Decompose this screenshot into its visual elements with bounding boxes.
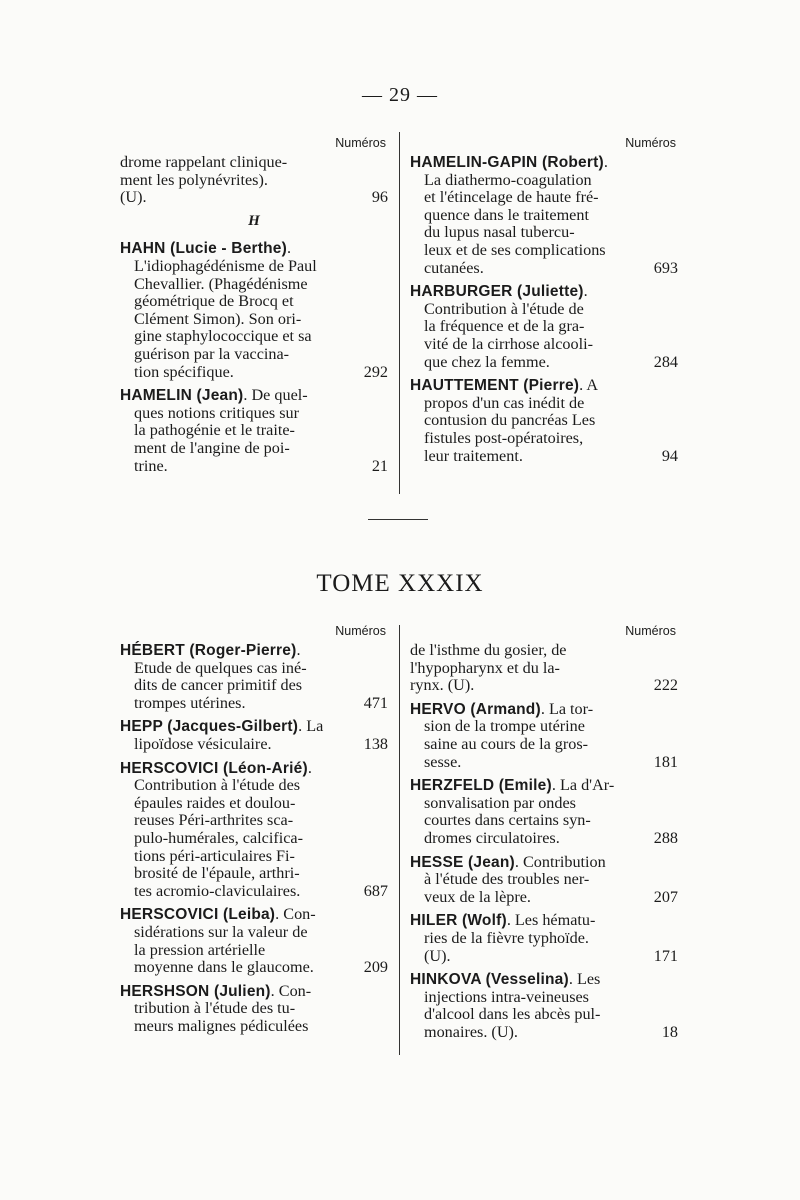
index-entry [120, 642, 388, 712]
index-entry [410, 701, 678, 771]
entry-line [410, 989, 678, 1007]
entry-line [410, 830, 678, 848]
entry-text: Clément Simon). Son ori- [134, 309, 302, 328]
entry-line [410, 948, 678, 966]
entry-line [410, 795, 678, 813]
entry-line [120, 660, 388, 678]
entry-text: trompes utérines. [134, 693, 246, 712]
entry-text: de l'isthme du gosier, de [410, 641, 567, 659]
entry-text: dits de cancer primitif des [134, 676, 303, 695]
entry-text: pulo-humérales, calcifica- [134, 828, 303, 847]
entry-line [410, 224, 678, 242]
entry-text: l'hypopharynx et du la- [410, 658, 560, 677]
entry-line [410, 701, 678, 719]
entry-line [410, 430, 678, 448]
entry-line [410, 354, 678, 372]
entry-line [410, 812, 678, 830]
index-entry [410, 154, 678, 277]
entry-line [120, 677, 388, 695]
entry-line [120, 387, 388, 405]
entry-text: brosité de l'épaule, arthri- [134, 864, 300, 883]
entry-line [120, 736, 388, 754]
entry-number: 284 [653, 352, 678, 371]
column-header: Numéros [335, 624, 386, 638]
entry-text: quence dans le traitement [424, 205, 589, 224]
entry-line [120, 154, 388, 172]
entry-text: HERSCOVICI (Léon-Arié). [120, 758, 312, 777]
entry-number: 292 [363, 362, 388, 381]
entry-text: HERSHSON (Julien). Con- [120, 981, 312, 1000]
index-entry [410, 283, 678, 371]
entry-text: HEPP (Jacques-Gilbert). La [120, 717, 324, 736]
horizontal-rule [368, 519, 428, 520]
entry-line [120, 258, 388, 276]
section1-right-column [410, 132, 678, 471]
entry-number: 471 [363, 693, 388, 712]
entry-line [410, 660, 678, 678]
entry-text: moyenne dans le glaucome. [134, 958, 314, 977]
entry-line [410, 448, 678, 466]
entry-text: HAMELIN (Jean). De quel- [120, 386, 308, 405]
entry-text: veux de la lèpre. [424, 887, 531, 906]
entry-line [120, 440, 388, 458]
letter-heading: H [248, 212, 260, 229]
entry-text: fistules post-opératoires, [424, 428, 584, 447]
index-entry [120, 906, 388, 976]
entry-text: dromes circulatoires. [424, 828, 560, 847]
entry-text: propos d'un cas inédit de [424, 393, 585, 412]
entry-line [410, 336, 678, 354]
index-entry [410, 971, 678, 1041]
entry-text: géométrique de Brocq et [134, 292, 294, 311]
entry-line [120, 942, 388, 960]
entry-text: HERZFELD (Emile). La d'Ar- [410, 776, 615, 795]
entry-number: 288 [653, 828, 678, 847]
entry-line [410, 854, 678, 872]
entry-text: (U). [424, 946, 451, 965]
entry-text: courtes dans certains syn- [424, 811, 591, 830]
entry-number: 209 [363, 958, 388, 977]
index-entry [120, 983, 388, 1036]
entry-line [120, 405, 388, 423]
entry-line [410, 718, 678, 736]
entry-text: Chevallier. (Phagédénisme [134, 274, 308, 293]
column-header: Numéros [335, 136, 386, 150]
entry-text: guérison par la vaccina- [134, 344, 290, 363]
entry-text: tribution à l'étude des tu- [134, 999, 296, 1018]
entry-line [120, 328, 388, 346]
entry-line [120, 695, 388, 713]
entry-text: sidérations sur la valeur de [134, 922, 308, 941]
entry-text: sion de la trompe utérine [424, 717, 585, 736]
entry-line [410, 889, 678, 907]
section2-left-column [120, 620, 388, 1041]
entry-line [120, 906, 388, 924]
entry-line [410, 677, 678, 695]
entry-line [410, 642, 678, 660]
entry-text: leux et de ses complications [424, 240, 606, 259]
entry-line [410, 736, 678, 754]
entry-text: leur traitement. [424, 446, 523, 465]
entry-line [410, 377, 678, 395]
entry-line [410, 318, 678, 336]
entry-text: tes acromio-claviculaires. [134, 881, 301, 900]
entry-text: ment les polynévrites). [120, 170, 268, 189]
entry-text: d'alcool dans les abcès pul- [424, 1005, 601, 1024]
entry-line [410, 154, 678, 172]
entry-line [410, 260, 678, 278]
entry-number: 181 [653, 752, 678, 771]
entry-text: L'idiophagédénisme de Paul [134, 256, 317, 275]
entry-text: saine au cours de la gros- [424, 734, 589, 753]
entry-line [120, 848, 388, 866]
entry-line [410, 283, 678, 301]
section1-left-column [120, 132, 388, 481]
entry-text: drome rappelant clinique- [120, 153, 288, 171]
index-entry [410, 777, 678, 847]
entry-line [120, 830, 388, 848]
entry-line [120, 364, 388, 382]
entry-text: lipoïdose vésiculaire. [134, 734, 272, 753]
entry-text: épaules raides et doulou- [134, 793, 296, 812]
entry-number: 687 [363, 881, 388, 900]
entry-line [120, 718, 388, 736]
entry-line [120, 924, 388, 942]
entry-line [410, 912, 678, 930]
index-entry [410, 642, 678, 695]
entry-line [120, 172, 388, 190]
entry-line [120, 240, 388, 258]
entry-text: monaires. (U). [424, 1022, 518, 1041]
section2-right-column [410, 620, 678, 1047]
entry-number: 138 [363, 734, 388, 753]
entry-text: que chez la femme. [424, 352, 550, 371]
entry-line [120, 293, 388, 311]
entry-number: 207 [653, 887, 678, 906]
entry-text: tions péri-articulaires Fi- [134, 846, 295, 865]
entry-number: 94 [661, 446, 678, 465]
entry-text: Contribution à l'étude des [134, 776, 301, 795]
entry-text: trine. [134, 456, 168, 475]
entry-line [120, 865, 388, 883]
entry-number: 96 [371, 188, 388, 207]
entry-text: injections intra-veineuses [424, 987, 589, 1006]
entry-text: la pathogénie et le traite- [134, 421, 295, 440]
entry-line [410, 754, 678, 772]
column-header: Numéros [625, 624, 676, 638]
entry-number: 18 [661, 1022, 678, 1041]
entry-text: HAUTTEMENT (Pierre). A [410, 376, 599, 395]
entry-text: sonvalisation par ondes [424, 793, 576, 812]
entry-line [120, 795, 388, 813]
entry-text: HINKOVA (Vesselina). Les [410, 970, 601, 989]
entry-line [120, 812, 388, 830]
entry-line [410, 1024, 678, 1042]
entry-line [120, 458, 388, 476]
entry-text: ries de la fièvre typhoïde. [424, 928, 589, 947]
entry-line [410, 301, 678, 319]
entry-line [120, 189, 388, 207]
entry-line [120, 346, 388, 364]
section2-column-divider [399, 625, 400, 1055]
entry-line [410, 207, 678, 225]
entry-line [410, 242, 678, 260]
entry-text: vité de la cirrhose alcooli- [424, 334, 593, 353]
entry-text: reuses Péri-arthrites sca- [134, 811, 294, 830]
entry-text: du lupus nasal tubercu- [424, 223, 575, 242]
entry-line [410, 395, 678, 413]
entry-line [410, 871, 678, 889]
entry-text: (U). [120, 188, 147, 207]
entry-line [410, 777, 678, 795]
entry-number: 693 [653, 258, 678, 277]
entry-line [120, 1000, 388, 1018]
section1-column-divider [399, 132, 400, 494]
entry-line [410, 172, 678, 190]
index-entry [120, 760, 388, 901]
entry-text: HESSE (Jean). Contribution [410, 852, 606, 871]
entry-line [410, 971, 678, 989]
entry-text: ques notions critiques sur [134, 403, 300, 422]
entry-line [120, 760, 388, 778]
entry-text: et l'étincelage de haute fré- [424, 188, 599, 207]
entry-line [120, 959, 388, 977]
entry-text: rynx. (U). [410, 676, 475, 695]
entry-text: HILER (Wolf). Les hématu- [410, 911, 596, 930]
entry-text: HERSCOVICI (Leiba). Con- [120, 905, 316, 924]
entry-number: 222 [653, 676, 678, 695]
entry-line [410, 930, 678, 948]
entry-line [120, 883, 388, 901]
entry-line [120, 1018, 388, 1036]
entry-text: ment de l'angine de poi- [134, 438, 290, 457]
entry-text: à l'étude des troubles ner- [424, 870, 590, 889]
entry-line [410, 412, 678, 430]
entry-line [410, 189, 678, 207]
entry-text: contusion du pancréas Les [424, 411, 596, 430]
entry-text: gine staphylococcique et sa [134, 327, 312, 346]
entry-line [120, 422, 388, 440]
entry-line [120, 276, 388, 294]
entry-line [410, 1006, 678, 1024]
entry-text: HARBURGER (Juliette). [410, 282, 588, 301]
entry-line [120, 983, 388, 1001]
entry-text: La diathermo-coagulation [424, 170, 592, 189]
entry-text: sesse. [424, 752, 462, 771]
column-header: Numéros [625, 136, 676, 150]
entry-text: HAMELIN-GAPIN (Robert). [410, 153, 608, 171]
index-entry [120, 718, 388, 753]
index-entry [120, 154, 388, 207]
entry-number: 171 [653, 946, 678, 965]
page-number: — 29 — [362, 84, 438, 106]
index-entry [120, 387, 388, 475]
entry-text: HAHN (Lucie - Berthe). [120, 239, 292, 258]
index-entry [410, 912, 678, 965]
entry-text: la fréquence et de la gra- [424, 317, 585, 336]
tome-title: TOME XXXIX [316, 570, 484, 597]
entry-number: 21 [371, 456, 388, 475]
index-entry [410, 854, 678, 907]
entry-line [120, 777, 388, 795]
entry-text: HÉBERT (Roger-Pierre). [120, 641, 301, 659]
entry-text: la pression artérielle [134, 940, 266, 959]
entry-line [120, 642, 388, 660]
entry-text: cutanées. [424, 258, 484, 277]
index-entry [410, 377, 678, 465]
entry-text: HERVO (Armand). La tor- [410, 699, 594, 718]
entry-line [120, 311, 388, 329]
entry-text: tion spécifique. [134, 362, 234, 381]
entry-text: Etude de quelques cas iné- [134, 658, 307, 677]
entry-text: Contribution à l'étude de [424, 299, 584, 318]
entry-text: meurs malignes pédiculées [134, 1016, 309, 1035]
index-entry [120, 240, 388, 381]
